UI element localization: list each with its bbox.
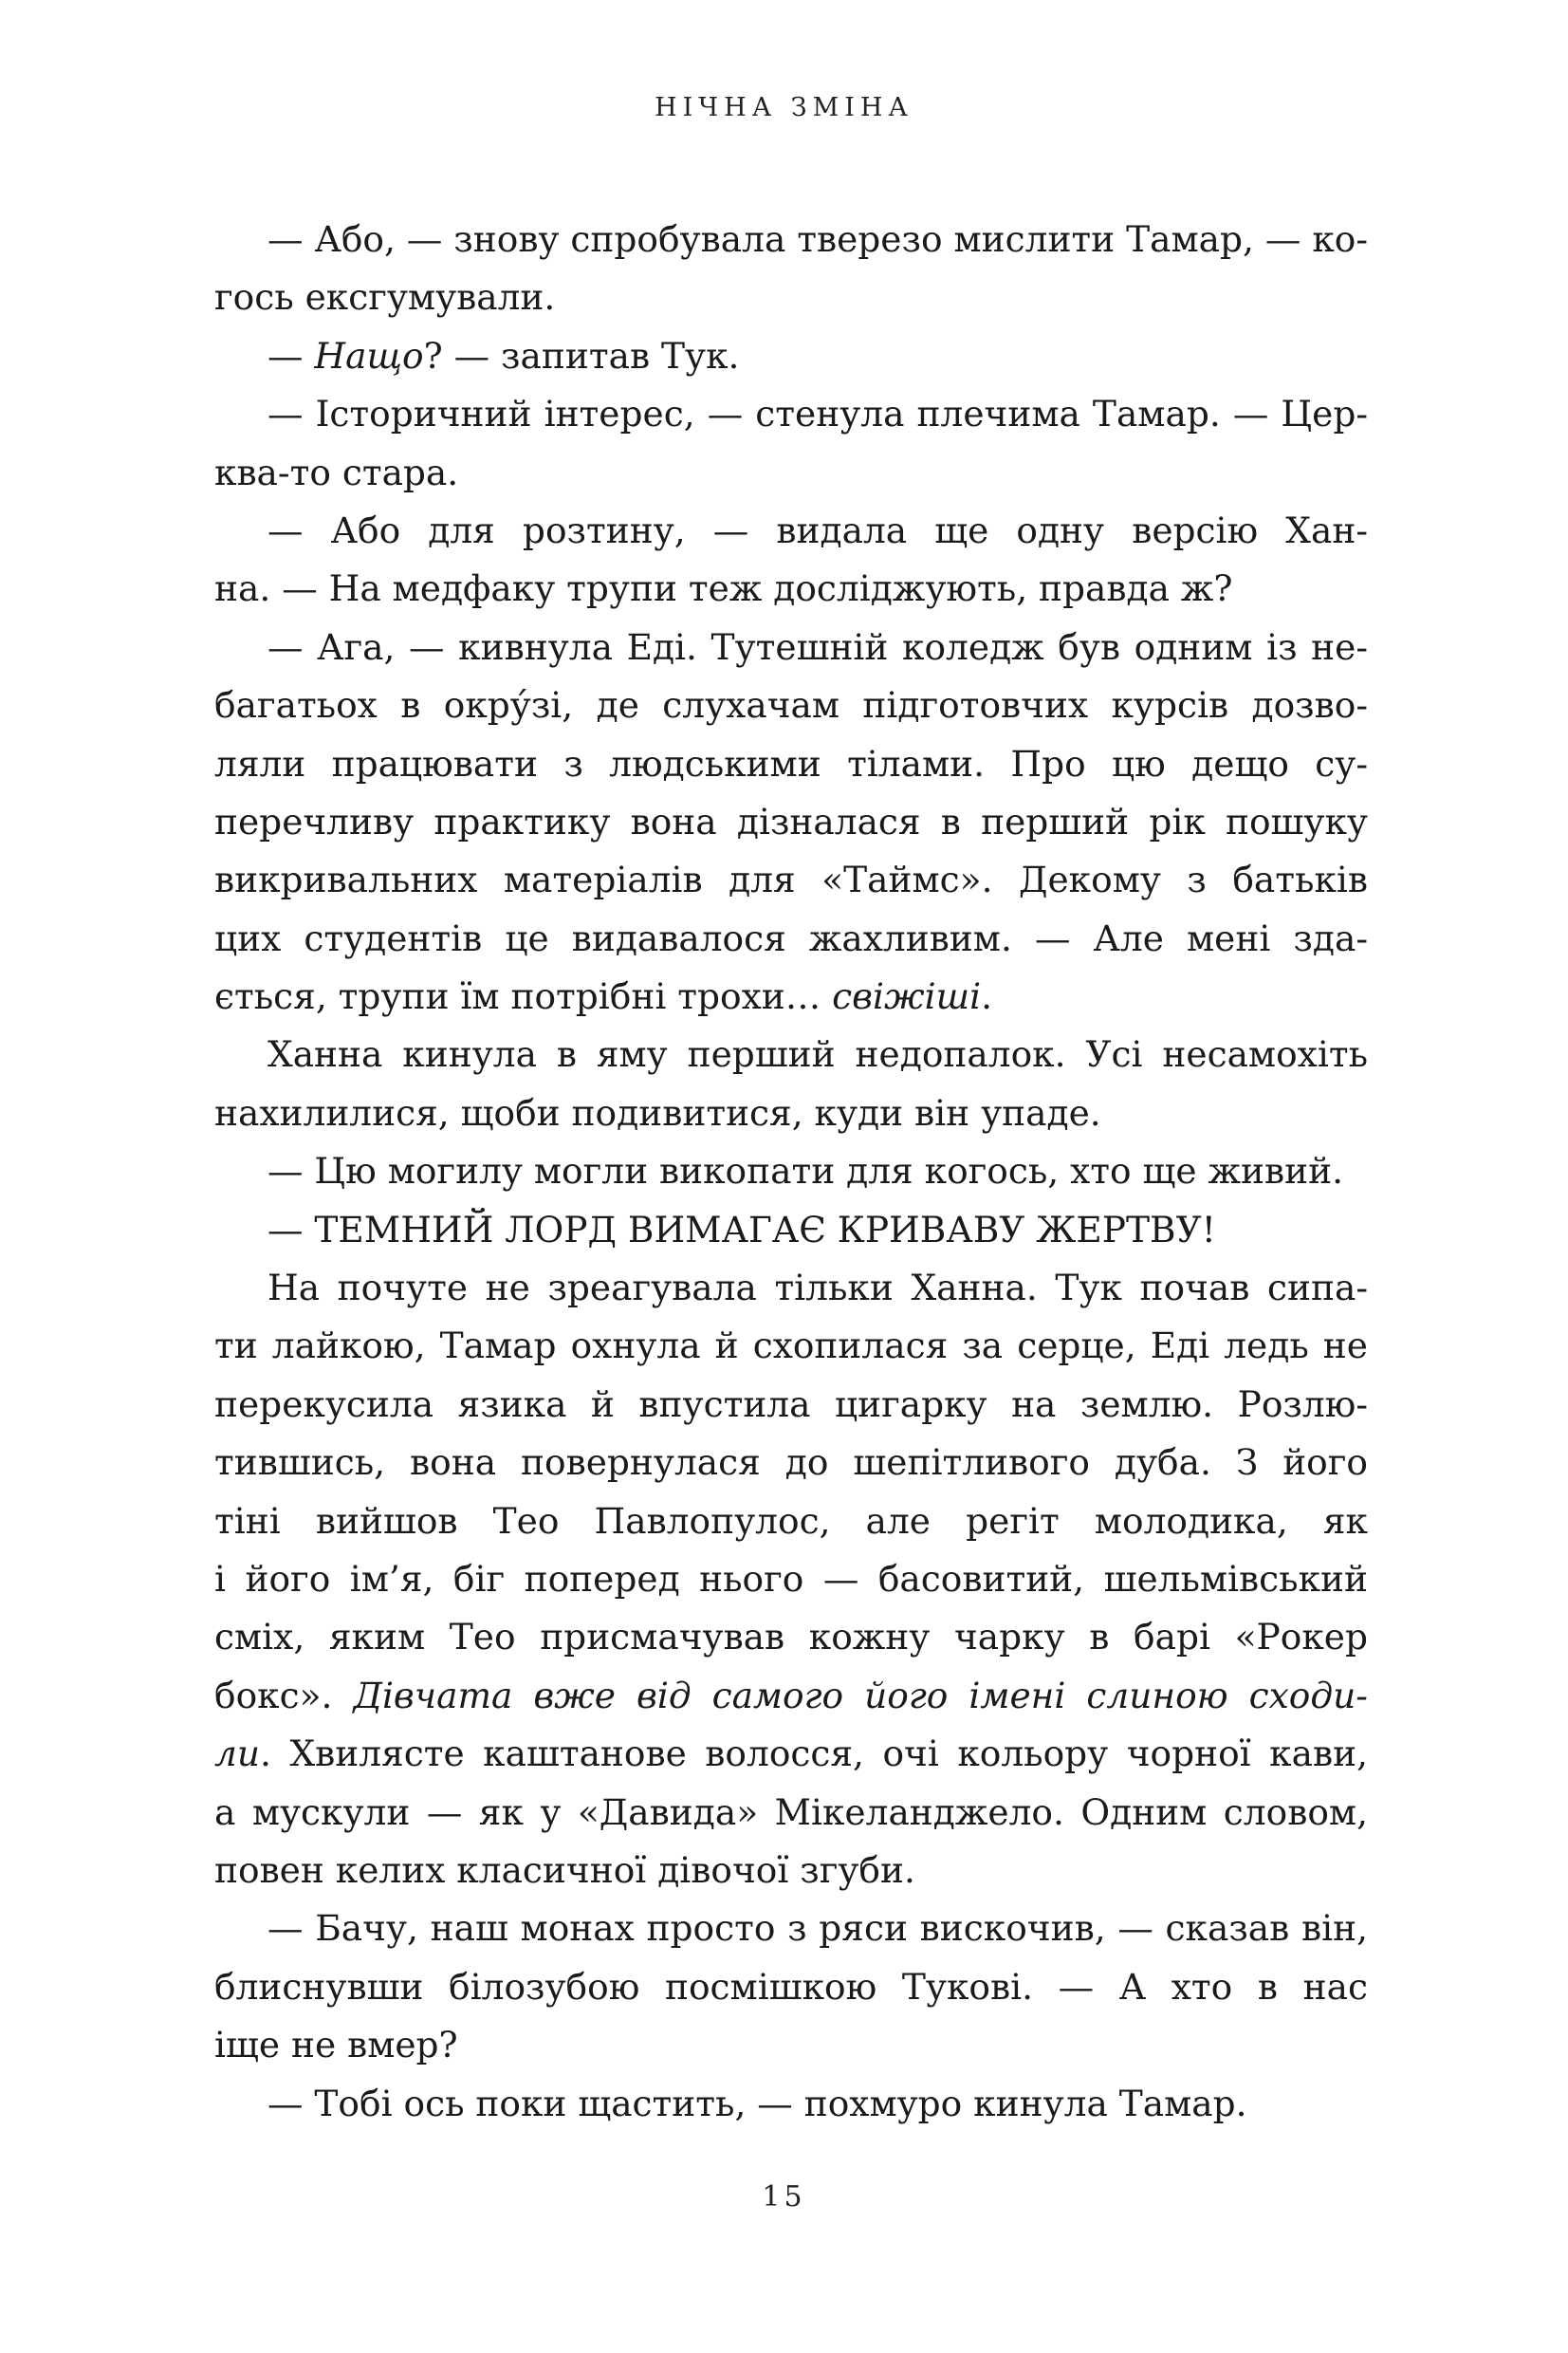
- italic-fragment: Дівчата вже від самого його імені слиною сходи-: [353, 1674, 1368, 1716]
- text-line: [214, 851, 1368, 909]
- text-fragment: ква-то стара.: [214, 451, 459, 493]
- text-fragment: викривальних матеріалів для «Таймс». Декому з батьків: [214, 859, 1368, 901]
- italic-fragment: Нащо: [314, 334, 424, 377]
- text-line: [214, 619, 1368, 676]
- text-fragment: . Хвилясте каштанове волосся, очі кольору чорної кави,: [260, 1732, 1368, 1775]
- text-line: [214, 793, 1368, 851]
- text-fragment: ? — запитав Тук.: [423, 334, 740, 377]
- page-number: 15: [762, 2180, 806, 2214]
- text-line: [214, 1142, 1368, 1200]
- text-fragment: — Бачу, наш монах просто з ряси вискочив, — сказав він,: [267, 1907, 1368, 1950]
- italic-fragment: свіжіші: [832, 975, 982, 1018]
- text-line: [214, 1550, 1368, 1608]
- text-fragment: — Історичний інтерес, — стенула плечима Тамар. — Цер-: [267, 393, 1368, 435]
- text-fragment: — Або, — знову спробувала тверезо мислити Тамар, — ко-: [267, 218, 1368, 260]
- text-fragment: ти лайкою, Тамар охнула й схопилася за серце, Еді ледь не: [214, 1325, 1368, 1367]
- text-fragment: —: [267, 334, 315, 377]
- text-fragment: — Ага, — кивнула Еді. Тутешній коледж був одним із не-: [267, 625, 1368, 668]
- text-line: [214, 1899, 1368, 1957]
- text-line: [214, 1784, 1368, 1842]
- text-fragment: перекусила язика й впустила цигарку на землю. Розлю-: [214, 1382, 1368, 1425]
- text-fragment: гось ексгумували.: [214, 276, 556, 319]
- text-fragment: іще не вмер?: [214, 2024, 458, 2066]
- text-fragment: — ТЕМНИЙ ЛОРД ВИМАГАЄ КРИВАВУ ЖЕРТВУ!: [267, 1208, 1216, 1251]
- text-fragment: тіні вийшов Тео Павлопулос, але регіт молодика, як: [214, 1499, 1368, 1542]
- text-line: [214, 676, 1368, 734]
- text-fragment: цих студентів це видавалося жахливим. — Але мені зда-: [214, 917, 1368, 959]
- text-line: [214, 1259, 1368, 1317]
- text-fragment: — Тобі ось поки щастить, — похмуро кинула Тамар.: [267, 2082, 1247, 2124]
- text-fragment: ляли працювати з людськими тілами. Про цю дещо су-: [214, 742, 1368, 785]
- text-fragment: .: [981, 975, 993, 1018]
- text-fragment: на. — На медфаку трупи теж досліджують, правда ж?: [214, 567, 1233, 610]
- text-line: [214, 910, 1368, 968]
- text-line: [214, 327, 1368, 385]
- text-line: [214, 560, 1368, 618]
- text-line: [214, 2075, 1368, 2133]
- text-fragment: багатьох в окру́зі, де слухачам підготовчих курсів дозво-: [214, 684, 1368, 727]
- text-fragment: ється, трупи їм потрібні трохи…: [214, 975, 833, 1018]
- running-title: НІЧНА ЗМІНА: [655, 93, 913, 122]
- text-line: [214, 1725, 1368, 1783]
- text-fragment: перечливу практику вона дізналася в перший рік пошуку: [214, 800, 1368, 843]
- text-line: [214, 1667, 1368, 1725]
- text-line: [214, 444, 1368, 502]
- text-line: [214, 735, 1368, 793]
- text-line: [214, 269, 1368, 326]
- text-fragment: нахилилися, щоби подивитися, куди він упаде.: [214, 1091, 1101, 1134]
- text-line: [214, 211, 1368, 269]
- text-fragment: сміх, яким Тео присмачував кожну чарку в барі «Рокер: [214, 1616, 1368, 1658]
- text-fragment: тившись, вона повернулася до шепітливого дуба. З його: [214, 1441, 1368, 1484]
- text-line: [214, 2016, 1368, 2074]
- text-line: [214, 968, 1368, 1026]
- text-line: [214, 502, 1368, 560]
- text-line: [214, 1492, 1368, 1550]
- text-fragment: — Або для розтину, — видала ще одну версію Хан-: [267, 509, 1368, 551]
- text-line: [214, 385, 1368, 443]
- text-line: [214, 1026, 1368, 1084]
- text-fragment: — Цю могилу могли викопати для когось, хто ще живий.: [267, 1150, 1344, 1193]
- text-fragment: бокс».: [214, 1674, 354, 1716]
- text-fragment: На почуте не зреагувала тільки Ханна. Тук почав сипа-: [267, 1267, 1368, 1309]
- body-text: [214, 211, 1368, 2133]
- text-line: [214, 1317, 1368, 1375]
- text-fragment: а мускули — як у «Давида» Мікеланджело. Одним словом,: [214, 1790, 1368, 1833]
- text-line: [214, 1084, 1368, 1142]
- text-line: [214, 1434, 1368, 1491]
- italic-fragment: ли: [214, 1732, 261, 1775]
- text-line: [214, 1376, 1368, 1434]
- text-fragment: повен келих класичної дівочої згуби.: [214, 1848, 915, 1891]
- text-fragment: Ханна кинула в яму перший недопалок. Усі несамохіть: [267, 1033, 1368, 1076]
- text-fragment: і його ім’я, біг поперед нього — басовитий, шельмівський: [214, 1557, 1368, 1600]
- text-line: [214, 1201, 1368, 1259]
- text-line: [214, 1958, 1368, 2016]
- text-line: [214, 1608, 1368, 1666]
- text-line: [214, 1842, 1368, 1899]
- text-fragment: блиснувши білозубою посмішкою Тукові. — А хто в нас: [214, 1965, 1368, 2008]
